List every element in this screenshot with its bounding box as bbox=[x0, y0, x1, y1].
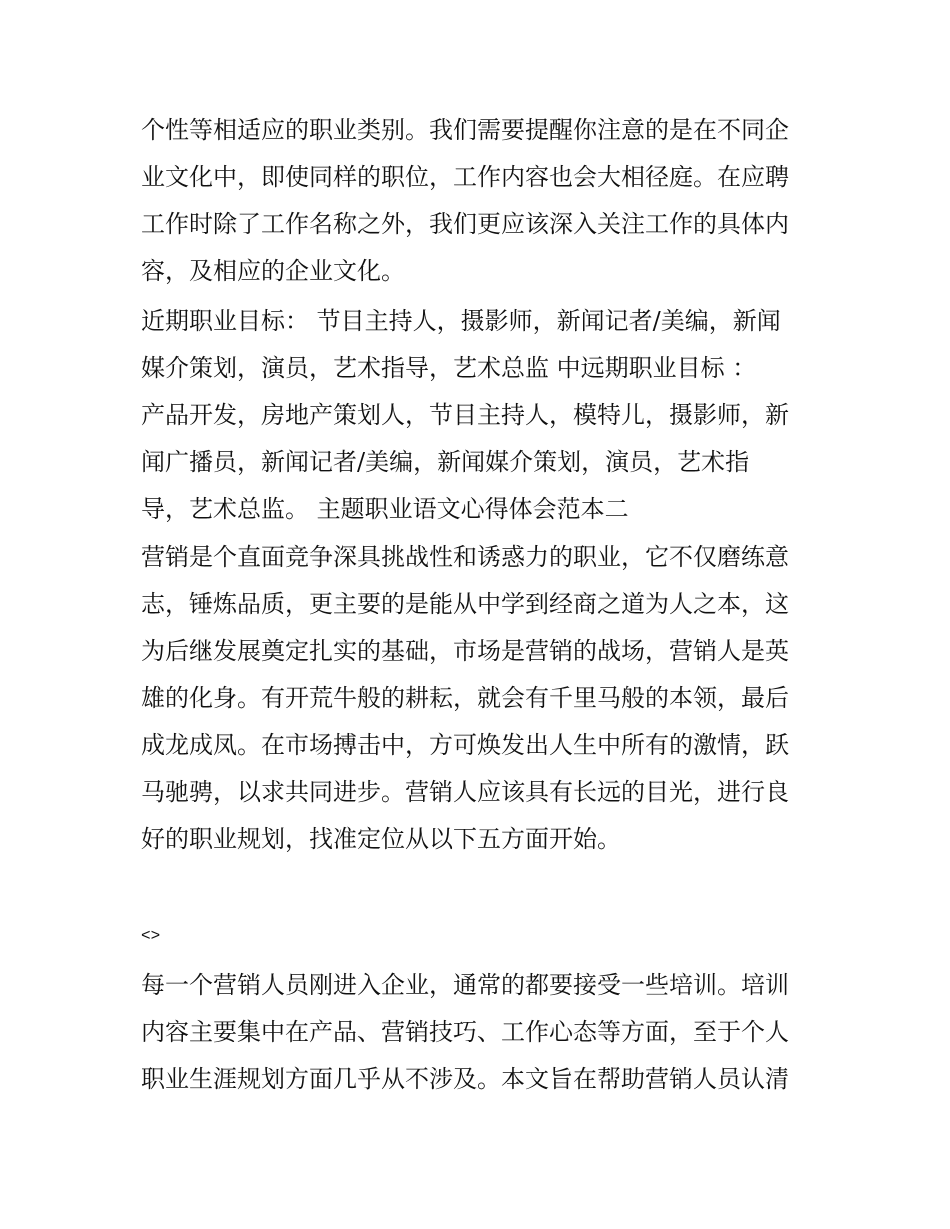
paragraph-line: 媒介策划，演员，艺术指导，艺术总监 中远期职业目标 ： bbox=[141, 354, 757, 382]
paragraph-line: 业文化中，即使同样的职位，工作内容也会大相径庭。在应聘 bbox=[141, 163, 789, 191]
paragraph-line: 近期职业目标： 节目主持人，摄影师，新闻记者/美编，新闻 bbox=[141, 307, 781, 335]
paragraph-line: 每一个营销人员刚进入企业，通常的都要接受一些培训。培训 bbox=[141, 971, 789, 999]
paragraph-line: 工作时除了工作名称之外，我们更应该深入关注工作的具体内 bbox=[141, 210, 789, 238]
paragraph-line: 职业生涯规划方面几乎从不涉及。本文旨在帮助营销人员认清 bbox=[141, 1065, 789, 1093]
paragraph-line: 好的职业规划，找准定位从以下五方面开始。 bbox=[141, 825, 621, 853]
paragraph-line: 闻广播员，新闻记者/美编，新闻媒介策划，演员，艺术指 bbox=[141, 448, 750, 476]
paragraph-line: 内容主要集中在产品、营销技巧、工作心态等方面，至于个人 bbox=[141, 1018, 789, 1046]
paragraph-line: 成龙成凤。在市场搏击中，方可焕发出人生中所有的激情，跃 bbox=[141, 731, 789, 759]
bracket-placeholder: <> bbox=[141, 927, 161, 945]
paragraph-line: 个性等相适应的职业类别。我们需要提醒你注意的是在不同企 bbox=[141, 116, 789, 144]
paragraph-line: 为后继发展奠定扎实的基础，市场是营销的战场，营销人是英 bbox=[141, 637, 789, 665]
paragraph-line: 雄的化身。有开荒牛般的耕耘，就会有千里马般的本领，最后 bbox=[141, 684, 789, 712]
paragraph-line: 马驰骋，以求共同进步。营销人应该具有长远的目光，进行良 bbox=[141, 778, 789, 806]
paragraph-line: 导，艺术总监。 主题职业语文心得体会范本二 bbox=[141, 495, 629, 523]
paragraph-line: 志，锤炼品质，更主要的是能从中学到经商之道为人之本，这 bbox=[141, 590, 789, 618]
paragraph-line: 营销是个直面竞争深具挑战性和诱惑力的职业，它不仅磨练意 bbox=[141, 543, 789, 571]
paragraph-line: 容，及相应的企业文化。 bbox=[141, 257, 405, 285]
paragraph-line: 产品开发，房地产策划人，节目主持人，模特儿，摄影师，新 bbox=[141, 401, 789, 429]
